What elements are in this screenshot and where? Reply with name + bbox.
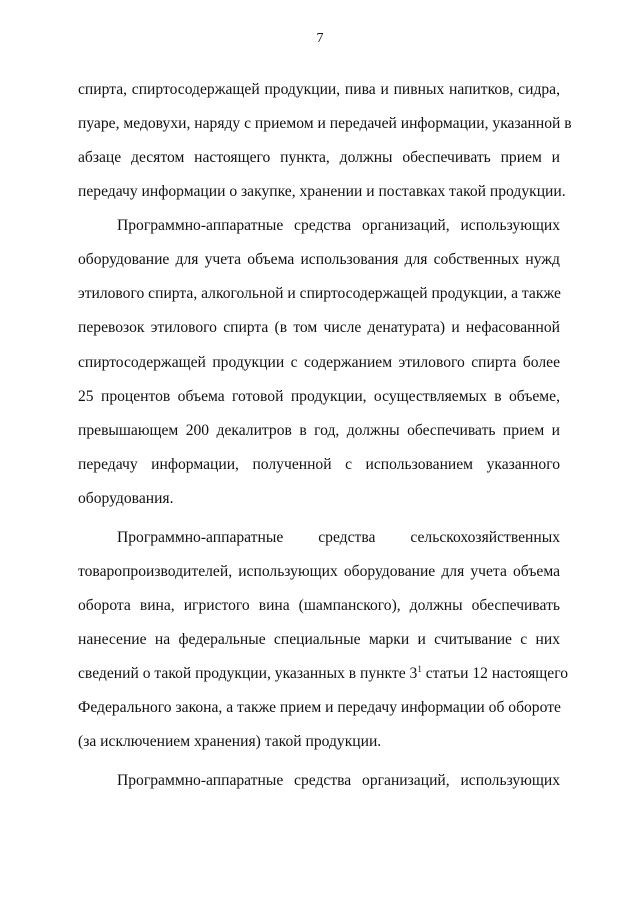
text-line: Программно-аппаратные средства сельскохозяйственных	[117, 529, 560, 546]
text-line: передачу информации, полученной с использованием указанного	[78, 456, 560, 473]
text-line: (за исключением хранения) такой продукции.	[78, 733, 382, 750]
text-line: оборота вина, игристого вина (шампанского), должны обеспечивать	[78, 597, 560, 614]
text-line: нанесение на федеральные специальные марки и считывание с них	[78, 631, 560, 648]
text-line: оборудование для учета объема использования для собственных нужд	[78, 251, 560, 268]
text-line: этилового спирта, алкогольной и спиртосодержащей продукции, а также	[78, 285, 561, 302]
text-line: превышающем 200 декалитров в год, должны обеспечивать прием и	[78, 422, 560, 439]
text-line: 25 процентов объема готовой продукции, осуществляемых в объеме,	[78, 388, 560, 405]
text-segment: статьи 12 настоящего	[421, 665, 569, 682]
text-line: абзаце десятом настоящего пункта, должны обеспечивать прием и	[78, 149, 560, 166]
page-number: 7	[316, 31, 324, 46]
text-line: спиртосодержащей продукции с содержанием этилового спирта более	[78, 354, 560, 371]
text-line: спирта, спиртосодержащей продукции, пива и пивных напитков, сидра,	[78, 81, 560, 98]
text-line: Программно-аппаратные средства организаций, использующих	[117, 217, 560, 234]
text-line: оборудования.	[78, 490, 174, 507]
text-segment: сведений о такой продукции, указанных в пункте 3	[78, 665, 418, 682]
text-line: перевозок этилового спирта (в том числе денатурата) и нефасованной	[78, 319, 560, 336]
text-line: пуаре, медовухи, наряду с приемом и передачей информации, указанной в	[78, 115, 572, 132]
text-line: Программно-аппаратные средства организаций, использующих	[117, 772, 560, 789]
text-line: передачу информации о закупке, хранении и поставках такой продукции.	[78, 183, 566, 200]
text-line: Федерального закона, а также прием и передачу информации об обороте	[78, 699, 561, 716]
text-line-with-superscript	[78, 664, 569, 684]
text-line: товаропроизводителей, использующих оборудование для учета объема	[78, 563, 560, 580]
superscript: 1	[417, 664, 422, 674]
